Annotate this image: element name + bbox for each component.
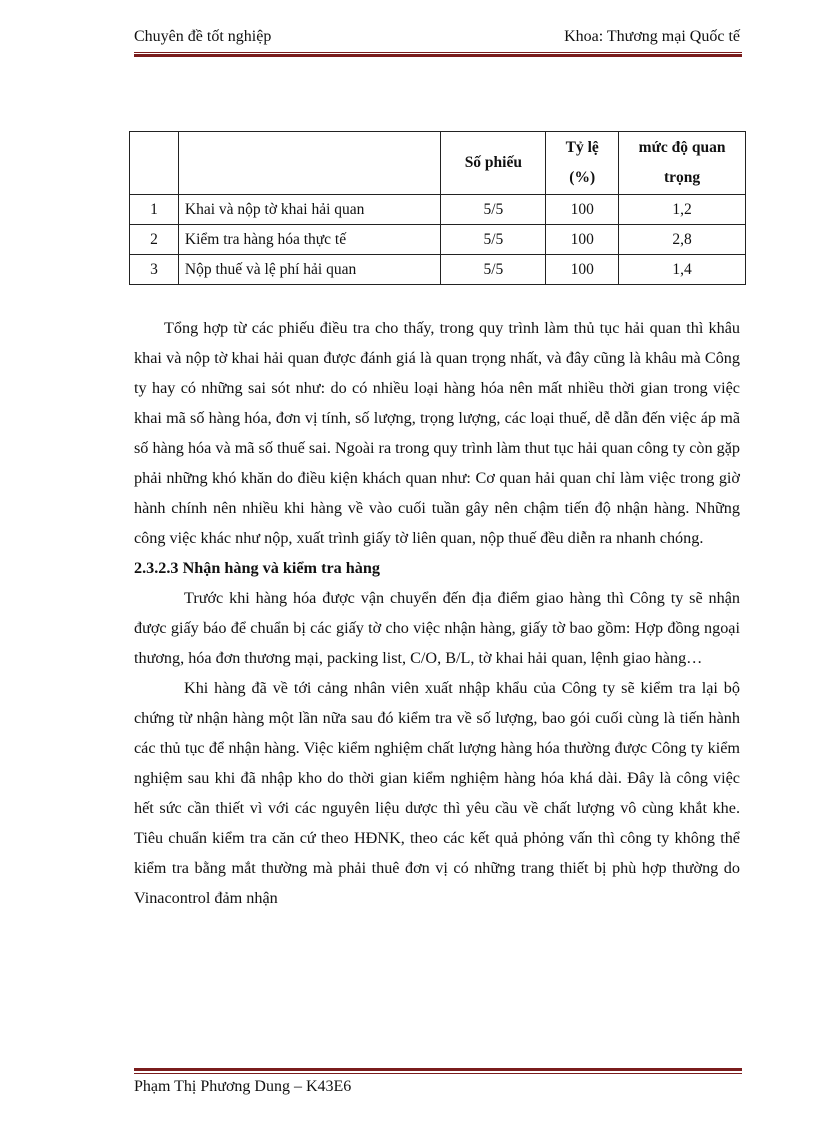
section-heading: 2.3.2.3 Nhận hàng và kiểm tra hàng xyxy=(134,559,380,577)
row-ratio: 100 xyxy=(546,195,619,225)
row-ratio: 100 xyxy=(546,225,619,255)
paragraph-summary: Tổng hợp từ các phiếu điều tra cho thấy, trong quy trình làm thủ tục hải quan thì khâu khai và nộp tờ khai hải quan được đánh giá là quan trọng nhất, và đây cũng là khâu mà Công ty hay có những sai sót như: do có nhiều loại hàng hóa nên mất nhiều thời gian trong việc khai mã số hàng hóa, đơn vị tính, số lượng, trọng lượng, các loại thuế, dễ dẫn đến việc áp mã số hàng hóa và mã số thuế sai. Ngoài ra trong quy trình làm thut tục hải quan công ty còn gặp phải những khó khăn do điều kiện khách quan như: Cơ quan hải quan chỉ làm việc trong giờ hành chính nên nhiều khi hàng về vào cuối tuần gây nên chậm tiến độ nhận hàng. Những công việc khác như nộp, xuất trình giấy tờ liên quan, nộp thuế đều diễn ra nhanh chóng. xyxy=(134,319,740,547)
paragraph-receiving-docs: Trước khi hàng hóa được vận chuyển đến địa điểm giao hàng thì Công ty sẽ nhận được giấy báo để chuẩn bị các giấy tờ cho việc nhận hàng, giấy tờ bao gồm: Hợp đồng ngoại thương, hóa đơn thương mại, packing list, C/O, B/L, tờ khai hải quan, lệnh giao hàng… xyxy=(134,589,740,667)
col-header-ratio-line2: (%) xyxy=(569,169,596,186)
row-stage: Nộp thuế và lệ phí hải quan xyxy=(178,255,441,285)
survey-table xyxy=(129,131,746,285)
row-index: 1 xyxy=(130,195,179,225)
row-index: 3 xyxy=(130,255,179,285)
table-row xyxy=(130,225,746,255)
col-header-ratio xyxy=(546,132,619,195)
table-header-row xyxy=(130,132,746,195)
col-header-ratio-line1: Tỷ lệ xyxy=(565,139,599,156)
row-importance: 1,2 xyxy=(619,195,746,225)
col-header-importance-line1: mức độ quan xyxy=(638,139,726,156)
col-header-importance-line2: trọng xyxy=(663,169,701,186)
row-stage: Khai và nộp tờ khai hải quan xyxy=(178,195,441,225)
header-rule-thick xyxy=(134,54,742,57)
table-row xyxy=(130,195,746,225)
table-row xyxy=(130,255,746,285)
col-header-votes: Số phiếu xyxy=(441,132,546,195)
row-index: 2 xyxy=(130,225,179,255)
header-faculty-label: Khoa: Thương mại Quốc tế xyxy=(564,28,740,45)
body-content xyxy=(134,313,740,913)
row-votes: 5/5 xyxy=(441,195,546,225)
row-stage: Kiểm tra hàng hóa thực tế xyxy=(178,225,441,255)
footer-rule-thick xyxy=(134,1068,742,1071)
col-header-stage xyxy=(178,132,441,195)
page-header xyxy=(134,28,742,50)
footer-rule-thin xyxy=(134,1073,742,1074)
footer-author: Phạm Thị Phương Dung – K43E6 xyxy=(134,1078,352,1095)
col-header-index xyxy=(130,132,179,195)
header-rule-thin xyxy=(134,52,742,53)
paragraph-inspection: Khi hàng đã về tới cảng nhân viên xuất nhập khẩu của Công ty sẽ kiểm tra lại bộ chứng từ nhận hàng một lần nữa sau đó kiểm tra về số lượng, bao gói cuối cùng là tiến hành các thủ tục để nhận hàng. Việc kiểm nghiệm chất lượng hàng hóa thường được Công ty kiểm nghiệm sau khi đã nhập kho do thời gian kiểm nghiệm hàng hóa khá dài. Đây là công việc hết sức cần thiết vì với các nguyên liệu dược thì yêu cầu về chất lượng vô cùng khắt khe. Tiêu chuẩn kiểm tra căn cứ theo HĐNK, theo các kết quả phỏng vấn thì công ty không thể kiểm tra bằng mắt thường mà phải thuê đơn vị có những trang thiết bị phù hợp thường do Vinacontrol đảm nhận xyxy=(134,679,740,907)
row-ratio: 100 xyxy=(546,255,619,285)
row-importance: 2,8 xyxy=(619,225,746,255)
row-importance: 1,4 xyxy=(619,255,746,285)
col-header-importance xyxy=(619,132,746,195)
header-thesis-label: Chuyên đề tốt nghiệp xyxy=(134,28,272,45)
row-votes: 5/5 xyxy=(441,255,546,285)
row-votes: 5/5 xyxy=(441,225,546,255)
